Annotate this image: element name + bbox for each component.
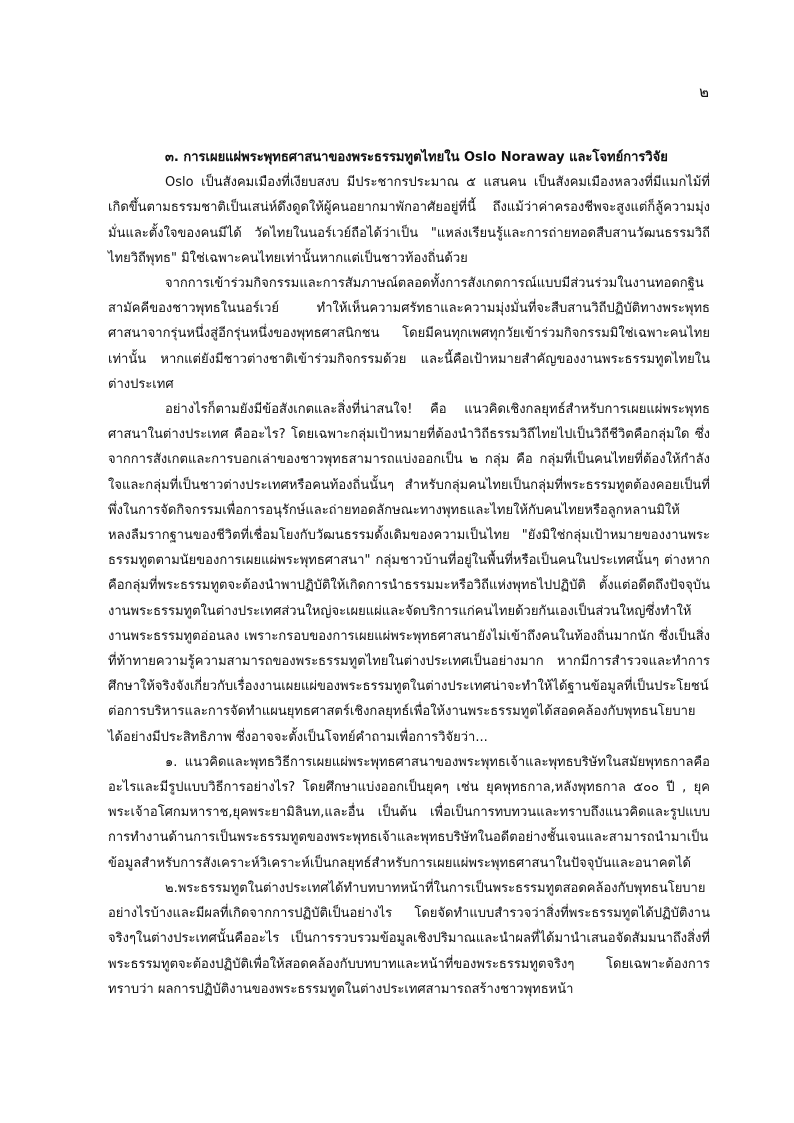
research-question-1: ๑. แนวคิดและพุทธวิธีการเผยแผ่พระพุทธศาสนาของพระพุทธเจ้าและพุทธบริษัทในสมัยพุทธกาลคืออะไรและมีรูปแบบวิธีการอย่างไร? โดยศึกษาแบ่งออกเป็นยุคๆ เช่น ยุคพุทธกาล,หลังพุทธกาล ๕๐๐ ปี , ยุคพระเจ้าอโศกมหาราช,ยุคพระยามิลินท,และอื่น เป็นต้น เพื่อเป็นการทบทวนและทราบถึงแนวคิดและรูปแบบการทำงานด้านการเป็นพระธรรมทูตของพระพุทธเจ้าและพุทธบริษัทในอดีตอย่างชั้นเจนและสามารถนำมาเป็นข้อมูลสำหรับการสังเคราะห์วิเคราะห์เป็นกลยุทธ์สำหรับการเผยแผ่พระพุทธศาสนาในปัจจุบันและอนาคตได้	[108, 754, 710, 871]
paragraph-oslo-intro: Oslo เป็นสังคมเมืองที่เงียบสงบ มีประชากรประมาณ ๕ แสนคน เป็นสังคมเมืองหลวงที่มีแมกไม้ที่เกิดขึ้นตามธรรมชาติเป็นเสน่ห์ดึงดูดให้ผู้คนอยากมาพักอาศัยอยู่ที่นี้ ถึงแม้ว่าค่าครองชีพจะสูงแต่ก็ลู้ความมุ่งมั่นและตั้งใจของคนมีได้ วัดไทยในนอร์เวย์ถือได้ว่าเป็น "แหล่งเรียนรู้และการถ่ายทอดสืบสานวัฒนธรรมวิถีไทยวิถีพุทธ" มิใช่เฉพาะคนไทยเท่านั้นหากแต่เป็นชาวท้องถิ่นด้วย	[108, 175, 710, 266]
paragraph-strategy-question: อย่างไรก็ตามยังมีข้อสังเกตและสิ่งที่น่าสนใจ! คือ แนวคิดเชิงกลยุทธ์สำหรับการเผยแผ่พระพุทธศาสนาในต่างประเทศ คืออะไร? โดยเฉพาะกลุ่มเป้าหมายที่ต้องนำวิถีธรรมวิถีไทยไปเป็นวิถีชีวิตคือกลุ่มใด ซึ่งจากการสังเกตและการบอกเล่าของชาวพุทธสามารถแบ่งออกเป็น ๒ กลุ่ม คือ กลุ่มที่เป็นคนไทยที่ต้องให้กำลังใจและกลุ่มที่เป็นชาวต่างประเทศหรือคนท้องถิ่นนั้นๆ สำหรับกลุ่มคนไทยเป็นกลุ่มที่พระธรรมทูตต้องคอยเป็นที่พึ่งในการจัดกิจกรรมเพื่อการอนุรักษ์และถ่ายทอดลักษณะทางพุทธและไทยให้กับคนไทยหรือลูกหลานมิให้หลงลืมรากฐานของชีวิตที่เชื่อมโยงกับวัฒนธรรมดั้งเดิมของความเป็นไทย "ยังมิใช่กลุ่มเป้าหมายของงานพระธรรมทูตตามนัยของการเผยแผ่พระพุทธศาสนา" กลุ่มชาวบ้านที่อยู่ในพื้นที่หรือเป็นคนในประเทศนั้นๆ ต่างหากคือกลุ่มที่พระธรรมทูตจะต้องนำพาปฏิบัติให้เกิดการนำธรรมมะหรือวิถีแห่งพุทธไปปฏิบัติ ตั้งแต่อดีตถึงปัจจุบันงานพระธรรมทูตในต่างประเทศส่วนใหญ่จะเผยแผ่และจัดบริการแก่คนไทยด้วยกันเองเป็นส่วนใหญ่ซึ่งทำให้งานพระธรรมทูตอ่อนลง เพราะกรอบของการเผยแผ่พระพุทธศาสนายังไม่เข้าถึงคนในท้องถิ่นมากนัก ซึ่งเป็นสิ่งที่ท้าทายความรู้ความสามารถของพระธรรมทูตไทยในต่างประเทศเป็นอย่างมาก หากมีการสำรวจและทำการศึกษาให้จริงจังเกี่ยวกับเรื่องงานเผยแผ่ของพระธรรมทูตในต่างประเทศน่าจะทำให้ได้ฐานข้อมูลที่เป็นประโยชน์ต่อการบริหารและการจัดทำแผนยุทธศาสตร์เชิงกลยุทธ์เพื่อให้งานพระธรรมทูตได้สอดคล้องกับพุทธนโยบายได้อย่างมีประสิทธิภาพ ซึ่งอาจจะตั้งเป็นโจทย์คำถามเพื่อการวิจัยว่า...	[108, 402, 710, 745]
paragraph-kathin-observation: จากการเข้าร่วมกิจกรรมและการสัมภาษณ์ตลอดทั้งการสังเกตการณ์แบบมีส่วนร่วมในงานทอดกฐินสามัคคีของชาวพุทธในนอร์เวย์ ทำให้เห็นความศรัทธาและความมุ่งมั่นที่จะสืบสานวิถีปฏิบัติทางพระพุทธศาสนาจากรุ่นหนึ่งสู่อีกรุ่นหนึ่งของพุทธศาสนิกชน โดยมีคนทุกเพศทุกวัยเข้าร่วมกิจกรรมมิใช่เฉพาะคนไทยเท่านั้น หากแต่ยังมีชาวต่างชาติเข้าร่วมกิจกรรมด้วย และนี้คือเป้าหมายสำคัญของงานพระธรรมทูตไทยในต่างประเทศ	[108, 276, 710, 392]
document-body	[108, 145, 710, 1002]
section-heading: ๓. การเผยแผ่พระพุทธศาสนาของพระธรรมทูตไทยใน Oslo Noraway และโจทย์การวิจัย	[165, 150, 668, 165]
research-question-2: ๒.พระธรรมทูตในต่างประเทศได้ทำบทบาทหน้าที่ในการเป็นพระธรรมทูตสอดคล้องกับพุทธนโยบายอย่างไรบ้างและมีผลที่เกิดจากการปฏิบัติเป็นอย่างไร โดยจัดทำแบบสำรวจว่าสิ่งที่พระธรรมทูตได้ปฏิบัติงานจริงๆในต่างประเทศนั้นคืออะไร เป็นการรวบรวมข้อมูลเชิงปริมาณและนำผลที่ได้มานำเสนอจัดสัมมนาถึงสิ่งที่พระธรรมทูตจะต้องปฏิบัติเพื่อให้สอดคล้องกับบทบาทและหน้าที่ของพระธรรมทูตจริงๆ โดยเฉพาะต้องการทราบว่า ผลการปฏิบัติงานของพระธรรมทูตในต่างประเทศสามารถสร้างชาวพุทธหน้า	[108, 880, 710, 997]
page-number: ๒	[699, 83, 709, 101]
